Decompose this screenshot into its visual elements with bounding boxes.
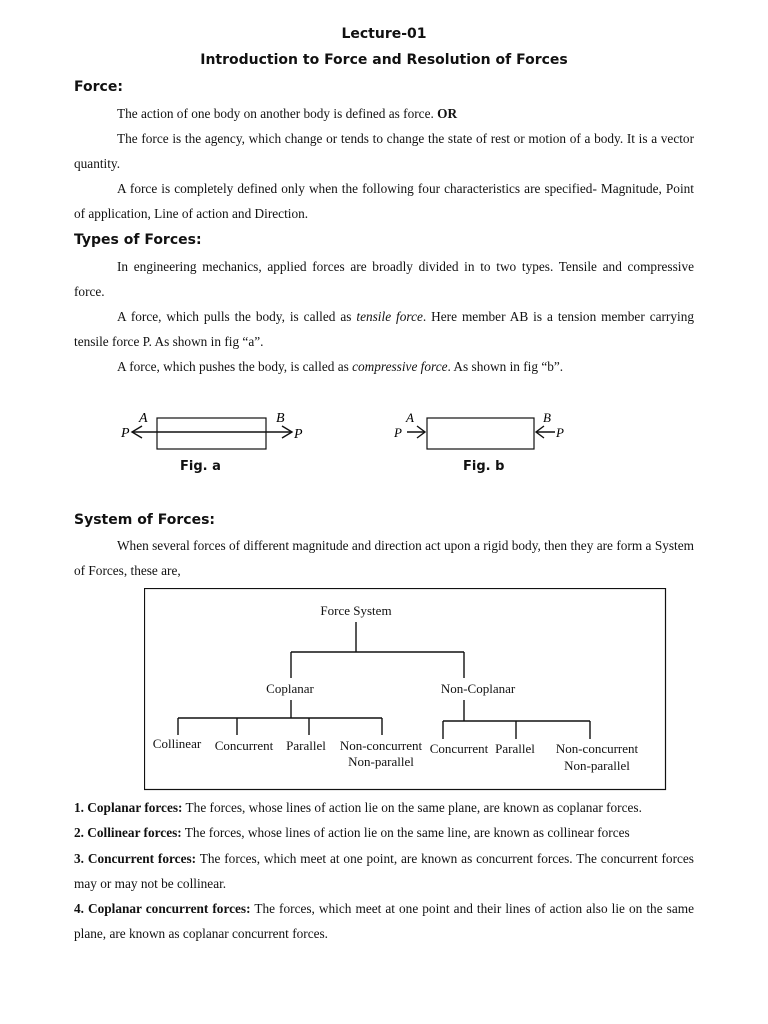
definition-term: 3. Concurrent forces: <box>74 851 197 866</box>
member-ab-rect-a <box>157 418 266 449</box>
force-system-tree-diagram <box>144 588 667 791</box>
types-p2-a: A force, which pulls the body, is called as <box>117 309 357 324</box>
definition-text: The forces, whose lines of action lie on the same line, are known as collinear forces <box>181 825 630 840</box>
definition-collinear <box>74 820 694 845</box>
member-ab-rect-b <box>427 418 534 449</box>
types-paragraph-2 <box>74 304 694 354</box>
definition-text: The forces, which meet at one point and their lines of action also lie on the same plane, are known as coplanar concurrent forces. <box>74 901 694 941</box>
definition-text: The forces, which meet at one point, are known as concurrent forces. The concurrent forces may or may not be collinear. <box>74 851 694 891</box>
definition-term: 4. Coplanar concurrent forces: <box>74 901 251 916</box>
fig-a-label-P-left: P <box>121 426 130 441</box>
node-non-coplanar: Non-Coplanar <box>440 681 516 696</box>
tensile-force-term: tensile force <box>356 309 423 324</box>
force-heading: Force: <box>74 79 123 95</box>
types-p2-b: . Here member AB is a tension member carrying tensile force P. As shown in fig “a”. <box>74 309 694 349</box>
system-paragraph-1: When several forces of different magnitude and direction act upon a rigid body, then they are form a System of Forces, these are, <box>74 538 694 578</box>
node-coplanar-non-concurrent: Non-concurrent <box>339 738 423 753</box>
node-coplanar: Coplanar <box>266 681 314 696</box>
node-noncoplanar-non-concurrent: Non-concurrent <box>555 741 639 756</box>
types-p3-a: A force, which pushes the body, is called as <box>117 359 353 374</box>
force-p1-text: The action of one body on another body is defined as force. <box>117 106 438 121</box>
fig-b-label-B: B <box>543 410 551 425</box>
fig-b-label-P-right: P <box>556 425 564 440</box>
node-coplanar-concurrent: Concurrent <box>214 738 274 753</box>
node-coplanar-non-parallel: Non-parallel <box>348 754 414 769</box>
definition-text: The forces, whose lines of action lie on the same plane, are known as coplanar forces. <box>182 800 642 815</box>
force-p1-or: OR <box>437 106 458 121</box>
node-noncoplanar-parallel: Parallel <box>495 741 535 756</box>
fig-b-caption: Fig. b <box>463 459 505 474</box>
force-paragraph-2: The force is the agency, which change or tends to change the state of rest or motion of a body. It is a vector quantity. <box>74 131 694 171</box>
types-paragraph-3 <box>74 354 694 379</box>
definition-term: 1. Coplanar forces: <box>74 800 183 815</box>
figure-a-tension-member <box>110 402 320 457</box>
figure-b-compression-member <box>385 402 585 457</box>
fig-a-label-B: B <box>276 411 285 426</box>
node-noncoplanar-concurrent: Concurrent <box>429 741 489 756</box>
fig-b-label-P-left: P <box>394 425 402 440</box>
force-paragraph-1 <box>74 101 694 126</box>
definition-coplanar <box>74 795 694 820</box>
force-paragraph-3: A force is completely defined only when the following four characteristics are specified- Magnitude, Point of application, Line of action and Direction. <box>74 181 694 221</box>
definition-term: 2. Collinear forces: <box>74 825 182 840</box>
lecture-number: Lecture-01 <box>341 26 427 42</box>
node-coplanar-parallel: Parallel <box>286 738 326 753</box>
definition-coplanar-concurrent <box>74 896 694 946</box>
compressive-force-term: compressive force <box>352 359 448 374</box>
fig-a-label-A: A <box>139 411 148 426</box>
page-title: Introduction to Force and Resolution of Forces <box>200 52 568 68</box>
node-noncoplanar-non-parallel: Non-parallel <box>564 758 630 773</box>
node-force-system: Force System <box>320 603 392 618</box>
fig-b-label-A: A <box>406 410 414 425</box>
fig-a-caption: Fig. a <box>180 459 221 474</box>
types-paragraph-1: In engineering mechanics, applied forces are broadly divided in to two types. Tensile and compressive force. <box>74 259 694 299</box>
types-p3-b: . As shown in fig “b”. <box>447 359 564 374</box>
fig-a-label-P-right: P <box>294 427 303 442</box>
system-heading: System of Forces: <box>74 512 216 528</box>
types-heading: Types of Forces: <box>74 232 202 248</box>
node-coplanar-collinear: Collinear <box>152 736 202 751</box>
definition-concurrent <box>74 846 694 896</box>
